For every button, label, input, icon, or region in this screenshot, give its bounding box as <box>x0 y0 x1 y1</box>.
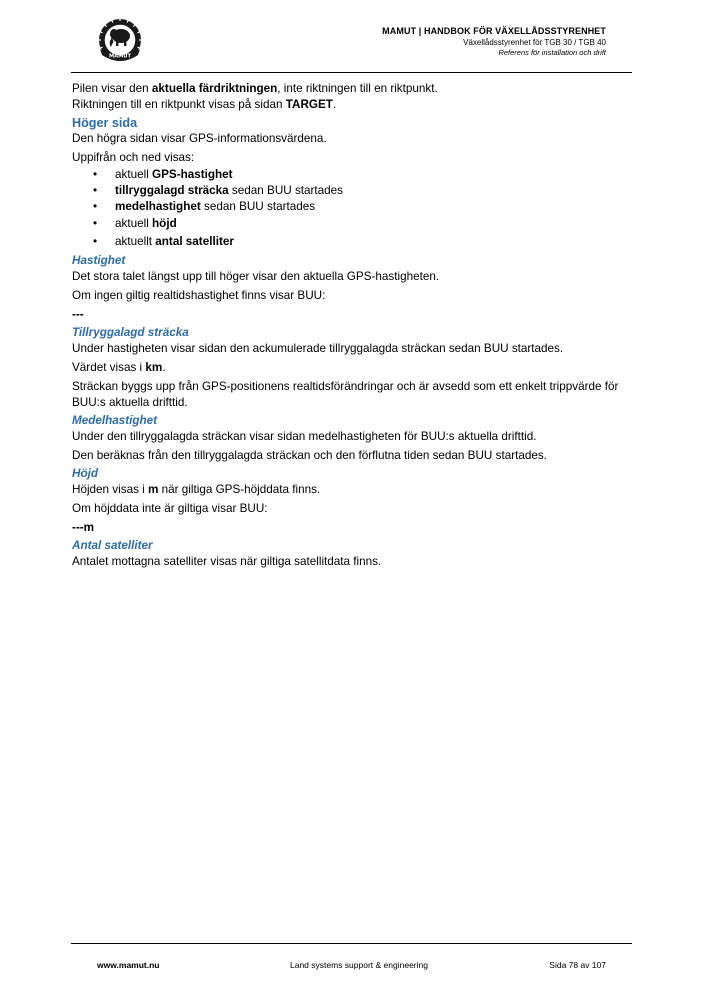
distance-paragraph-3: Sträckan byggs upp från GPS-positionens realtidsförändringar och är avsedd som ett enkelt trippvärde för BUU:s aktuella drifttid. <box>72 380 619 409</box>
subheading-satellites: Antal satelliter <box>72 539 153 552</box>
subheading-altitude: Höjd <box>72 467 98 480</box>
subheading-average-speed: Medelhastighet <box>72 414 158 427</box>
page-header <box>382 25 606 58</box>
list-item: • aktuell GPS-hastighet <box>93 168 233 181</box>
speed-invalid-value: --- <box>72 308 84 321</box>
mamut-logo <box>94 17 146 65</box>
list-item: • aktuell höjd <box>72 215 632 233</box>
speed-paragraph-1: Det stora talet längst upp till höger visar den aktuella GPS-hastigheten. <box>72 270 440 283</box>
avg-speed-paragraph-1: Under den tillryggalagda sträckan visar sidan medelhastigheten för BUU:s aktuella drifttid. <box>72 430 537 443</box>
avg-speed-paragraph-2: Den beräknas från den tillryggalagda sträckan och den förflutna tiden sedan BUU startades. <box>72 449 547 462</box>
header-subtitle: Växellådsstyrenhet för TGB 30 / TGB 40 <box>463 38 606 47</box>
footer-divider <box>71 943 632 944</box>
bullet-icon: • <box>93 217 98 230</box>
speed-paragraph-2: Om ingen giltig realtidshastighet finns visar BUU: <box>72 289 326 302</box>
header-title: MAMUT | HANDBOK FÖR VÄXELLÅDSSTYRENHET <box>382 26 606 36</box>
subheading-distance: Tillryggalagd sträcka <box>72 326 189 339</box>
bullet-icon: • <box>93 200 98 213</box>
right-side-paragraph-1: Den högra sidan visar GPS-informationsvärdena. <box>72 132 327 145</box>
list-item: • aktuellt antal satelliter <box>72 233 632 251</box>
subheading-speed: Hastighet <box>72 254 126 267</box>
bullet-icon: • <box>93 235 98 248</box>
logo-text: MAMUT <box>108 53 132 60</box>
intro-paragraph-2: Riktningen till en riktpunkt visas på sidan TARGET. <box>72 98 337 111</box>
bullet-icon: • <box>93 168 98 181</box>
intro-paragraph-1: Pilen visar den aktuella färdriktningen, inte riktningen till en riktpunkt. <box>72 82 438 95</box>
page-body <box>72 81 632 570</box>
footer-website: www.mamut.nu <box>97 960 160 970</box>
altitude-invalid-value: ---m <box>72 521 95 534</box>
altitude-paragraph-2: Om höjddata inte är giltiga visar BUU: <box>72 502 268 515</box>
gps-value-list <box>72 167 632 251</box>
right-side-paragraph-2: Uppifrån och ned visas: <box>72 151 195 164</box>
footer-page-number: Sida 78 av 107 <box>549 960 606 970</box>
header-divider <box>71 72 632 73</box>
satellites-paragraph-1: Antalet mottagna satelliter visas när giltiga satellitdata finns. <box>72 555 382 568</box>
bullet-icon: • <box>93 184 98 197</box>
altitude-paragraph-1: Höjden visas i m när giltiga GPS-höjddata finns. <box>72 483 321 496</box>
distance-paragraph-2: Värdet visas i km. <box>72 361 166 374</box>
footer-tagline: Land systems support & engineering <box>290 960 428 970</box>
list-item: • medelhastighet sedan BUU startades <box>93 200 316 213</box>
header-reference: Referens för installation och drift <box>498 48 606 57</box>
list-item: • tillryggalagd sträcka sedan BUU startades <box>93 184 344 197</box>
section-heading-right-side: Höger sida <box>72 116 138 130</box>
distance-paragraph-1: Under hastigheten visar sidan den ackumulerade tillryggalagda sträckan sedan BUU startades. <box>72 342 564 355</box>
